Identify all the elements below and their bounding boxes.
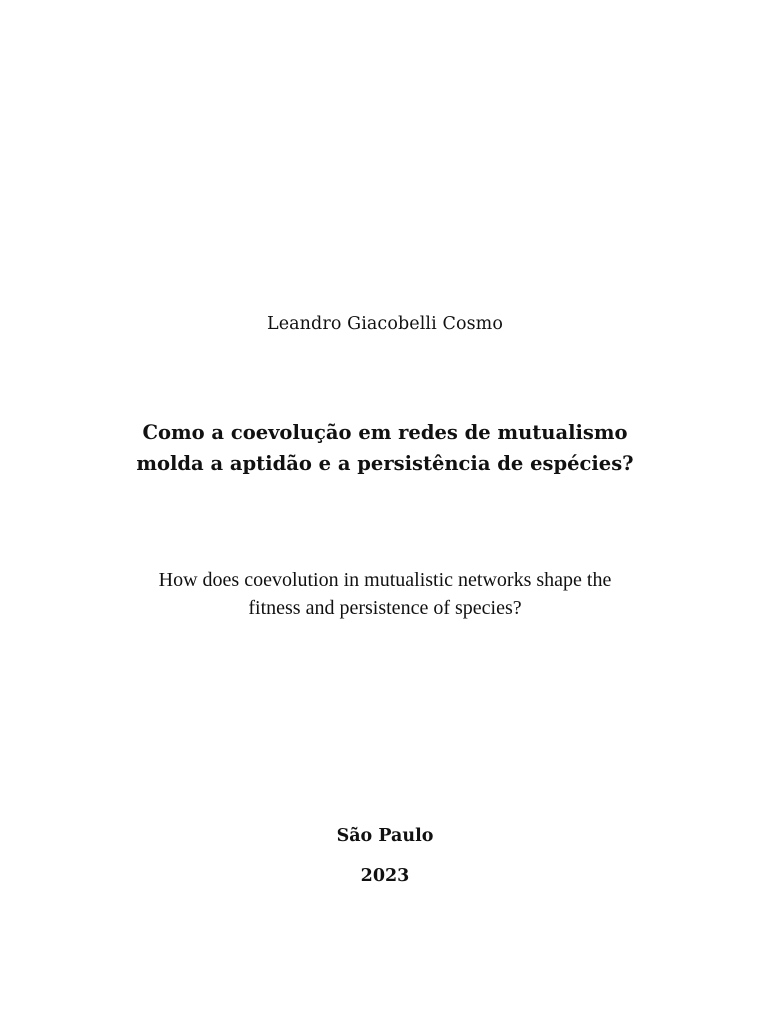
title-english-line-1: How does coevolution in mutualistic networks shape the bbox=[158, 569, 612, 591]
title-english-line-2: fitness and persistence of species? bbox=[248, 597, 522, 619]
title-portuguese-line-1: Como a coevolução em redes de mutualismo bbox=[142, 421, 628, 444]
year: 2023 bbox=[360, 866, 410, 886]
author-name: Leandro Giacobelli Cosmo bbox=[266, 314, 504, 334]
title-portuguese-line-2: molda a aptidão e a persistência de espécies? bbox=[136, 452, 634, 475]
city: São Paulo bbox=[336, 826, 434, 846]
